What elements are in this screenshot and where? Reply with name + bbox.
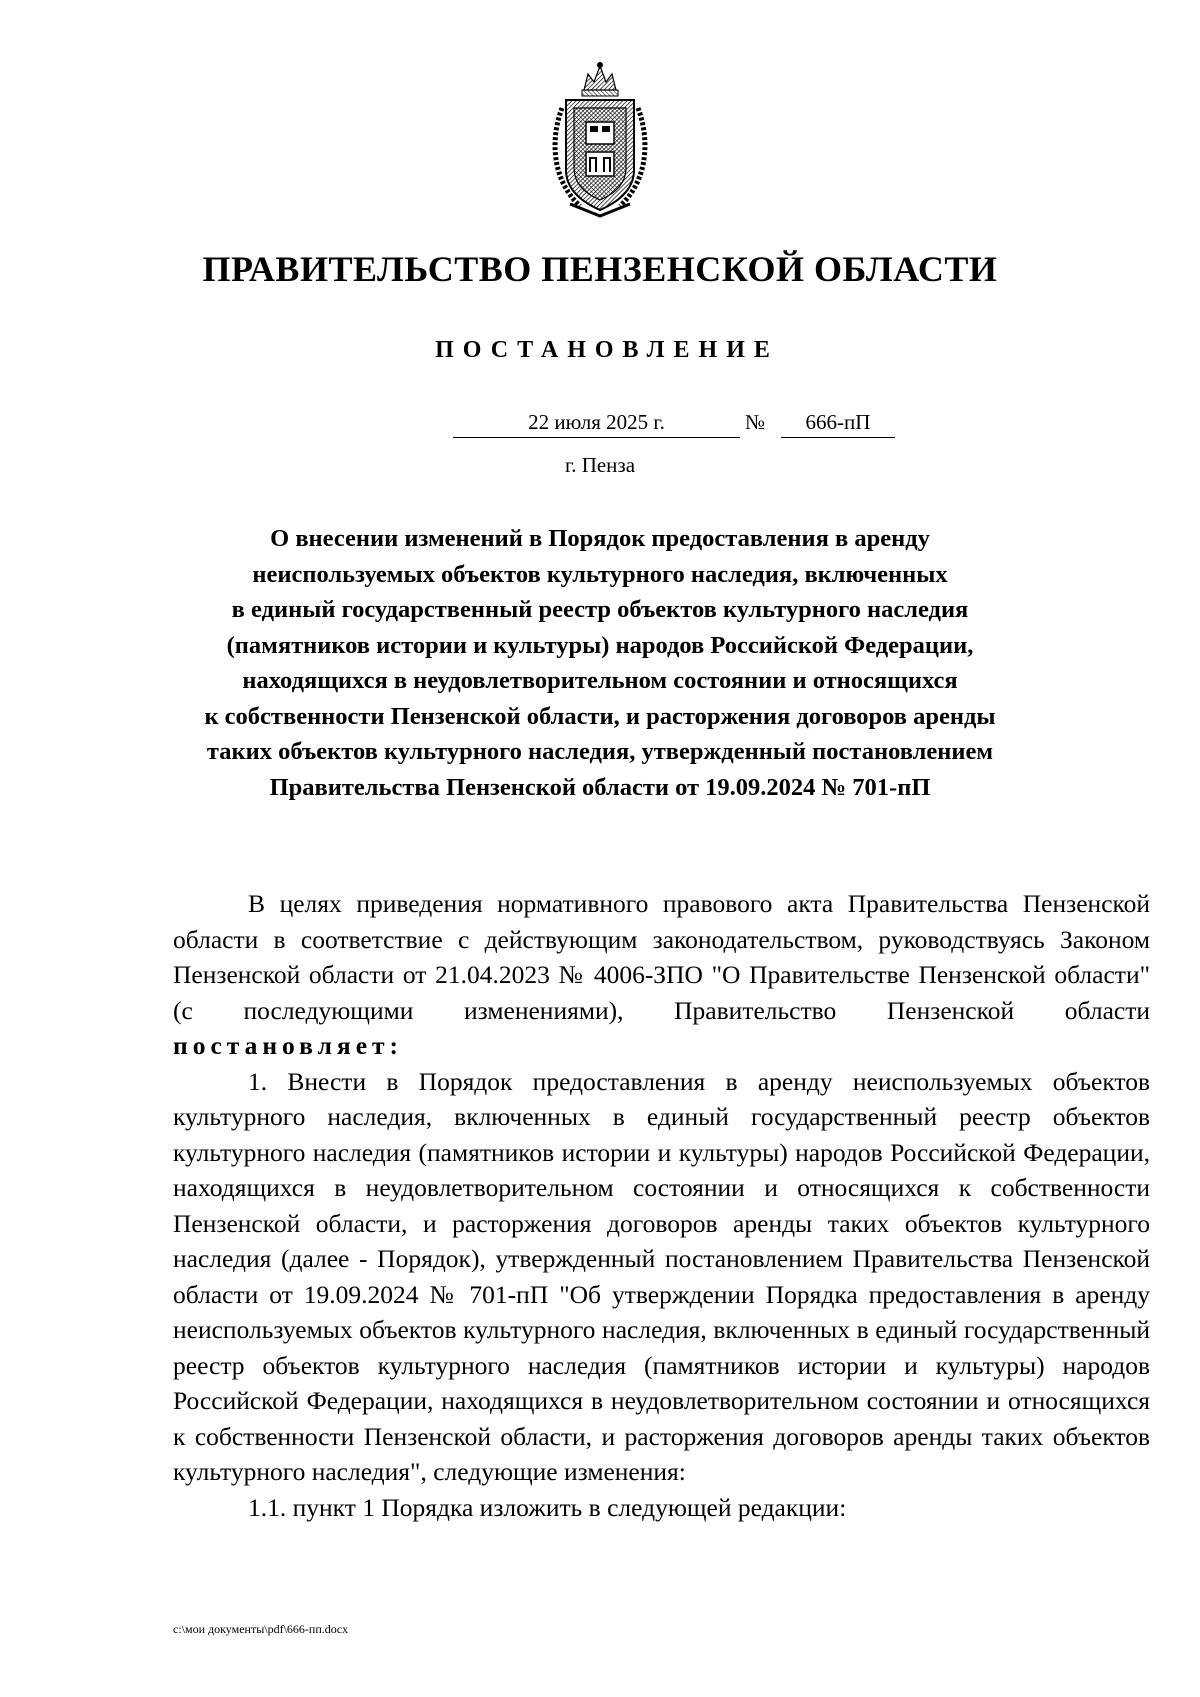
subject-line: неиспользуемых объектов культурного наследия, включенных: [252, 560, 948, 588]
city: г. Пенза: [564, 453, 636, 477]
preamble-paragraph: [173, 886, 1150, 1064]
decree-date: 22 июля 2025 г.: [453, 410, 740, 438]
item-1-1-paragraph: 1.1. пункт 1 Порядка изложить в следующей редакции:: [248, 1492, 847, 1522]
item-1-paragraph: 1. Внести в Порядок предоставления в аренду неиспользуемых объектов культурного наследия, включенных в единый государственный реестр объектов культурного наследия (памятников истории и культуры) народов Российской Федерации, находящихся в неудовлетворительном состоянии и относящихся к собственности Пензенской области, и расторжения договоров аренды таких объектов культурного наследия (далее - Порядок), утвержденный постановлением Правительства Пензенской области от 19.09.2024 № 701-пП "Об утверждении Порядка предоставления в аренду неиспользуемых объектов культурного наследия, включенных в единый государственный реестр объектов культурного наследия (памятников истории и культуры) народов Российской Федерации, находящихся в неудовлетворительном состоянии и относящихся к собственности Пензенской области, и расторжения договоров аренды таких объектов культурного наследия", следующие изменения:: [173, 1066, 1150, 1486]
subject-line: (памятников истории и культуры) народов Российской Федерации,: [226, 631, 974, 659]
file-path: c:\мои документы\pdf\666-пп.docx: [173, 1622, 349, 1636]
subject-line: находящихся в неудовлетворительном состоянии и относящихся: [242, 667, 958, 694]
decree-number: 666-пП: [781, 410, 895, 438]
coat-of-arms-icon: [540, 60, 660, 220]
number-sign: №: [745, 410, 766, 434]
date-number-line: [0, 410, 1200, 440]
document-type: ПОСТАНОВЛЕНИЕ: [435, 337, 779, 363]
subject-line: Правительства Пензенской области от 19.09.2024 № 701-пП: [269, 773, 931, 801]
subject-line: таких объектов культурного наследия, утвержденный постановлением: [206, 738, 994, 765]
preamble-text: В целях приведения нормативного правового акта Правительства Пензенской области в соответствие с действующим законодательством, руководствуясь Законом Пензенской области от 21.04.2023 № 4006-ЗПО "О Правительстве Пензенской области" (с последующими изменениями), Правительство Пензенской области: [173, 889, 1150, 1025]
subject-line: О внесении изменений в Порядок предоставления в аренду: [270, 525, 930, 552]
preamble-action: постановляет:: [173, 1031, 404, 1060]
decree-subject: [150, 521, 1050, 805]
subject-line: в единый государственный реестр объектов культурного наследия: [231, 596, 969, 623]
decree-body: [173, 886, 1150, 1525]
government-title: ПРАВИТЕЛЬСТВО ПЕНЗЕНСКОЙ ОБЛАСТИ: [202, 249, 998, 289]
subject-line: к собственности Пензенской области, и расторжения договоров аренды: [204, 702, 996, 730]
